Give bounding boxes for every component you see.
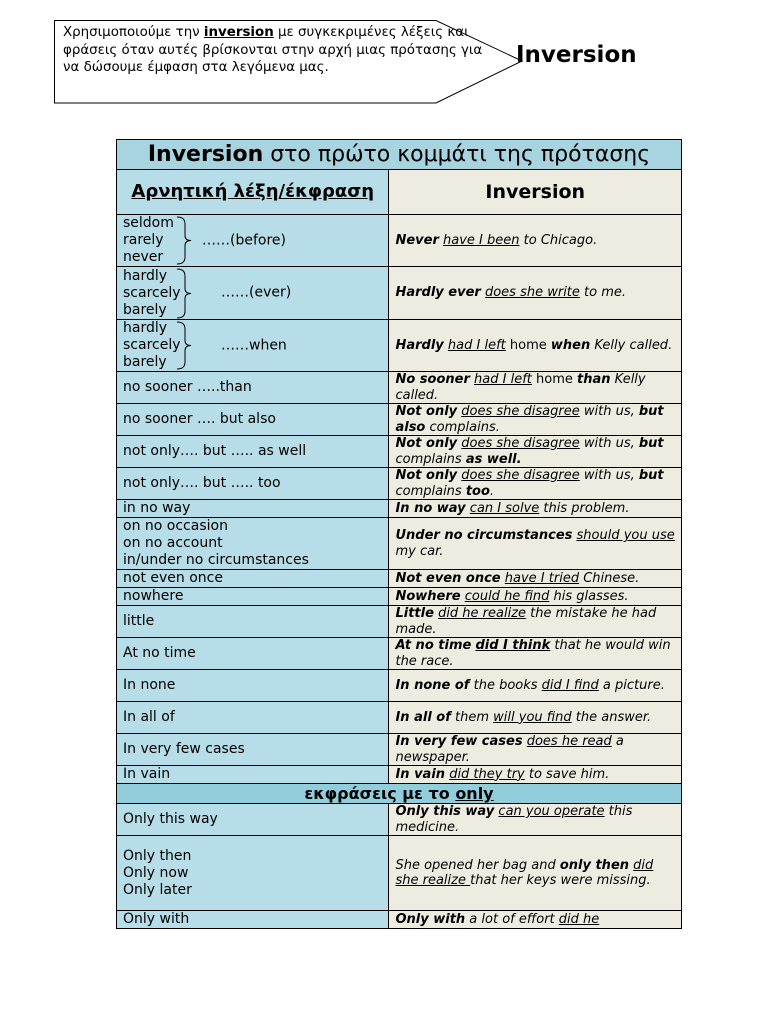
expression-line: not even once	[123, 570, 223, 586]
expression-group-cell	[117, 215, 389, 267]
header-inversion: Inversion	[389, 170, 682, 215]
example-bold: In all of	[395, 709, 451, 725]
example-cell	[389, 404, 682, 436]
example-bold: but	[638, 468, 664, 483]
example-bold: but also	[395, 404, 664, 435]
example-text: a newspaper.	[395, 734, 624, 765]
group-label: ……(before)	[202, 232, 286, 248]
expression-cell	[117, 468, 389, 500]
expression-cell	[117, 518, 389, 570]
table-row	[117, 500, 682, 518]
table-row	[117, 215, 682, 267]
expression-line: scarcely	[123, 284, 181, 301]
example-bold: In none of	[395, 677, 470, 693]
expression-line: At no time	[123, 645, 196, 661]
example-cell	[389, 518, 682, 570]
intro-text	[63, 24, 483, 77]
example-bold-underline: did I think	[475, 638, 551, 653]
example-cell	[389, 804, 682, 836]
table-row	[117, 606, 682, 638]
expression-cell	[117, 734, 389, 766]
curly-brace-icon	[175, 321, 195, 370]
table-row	[117, 570, 682, 588]
example-text: a picture.	[598, 677, 665, 693]
expression-cell	[117, 436, 389, 468]
example-underline: does she disagree	[461, 436, 580, 451]
example-text: that he would win the race.	[395, 638, 671, 669]
expression-line: rarely	[123, 232, 164, 248]
expression-cell	[117, 404, 389, 436]
expression-line: In very few cases	[123, 741, 245, 757]
example-bold: than	[577, 372, 611, 387]
table-header-row	[117, 170, 682, 215]
example-text: to save him.	[524, 766, 610, 782]
expression-line: hardly	[123, 267, 168, 284]
example-bold: Only with	[395, 911, 466, 927]
example-bold: Not only	[395, 436, 458, 451]
intro-text-before: Χρησιμοποιούμε την	[63, 25, 204, 40]
curly-brace-icon	[175, 216, 195, 265]
example-underline: have I been	[443, 232, 520, 248]
example-cell	[389, 500, 682, 518]
example-text: Kelly called.	[590, 337, 673, 353]
intro-keyword: inversion	[203, 25, 274, 40]
example-underline: will you find	[493, 709, 572, 725]
expression-line: Only then	[123, 847, 192, 864]
example-cell	[389, 320, 682, 372]
header-negative-expression: Αρνητική λέξη/έκφραση	[117, 170, 389, 215]
example-underline: did I find	[541, 677, 599, 693]
expression-line: seldom	[123, 215, 174, 231]
example-cell	[389, 372, 682, 404]
example-bold: Never	[395, 232, 439, 248]
example-text: this medicine.	[395, 804, 633, 835]
example-cell	[389, 638, 682, 670]
example-text: a lot of effort	[465, 911, 559, 927]
table-row	[117, 372, 682, 404]
table-row	[117, 404, 682, 436]
table-row	[117, 670, 682, 702]
table-title-row	[117, 140, 682, 170]
expression-cell	[117, 638, 389, 670]
example-text: that her keys were missing.	[470, 873, 651, 888]
example-underline: can you operate	[498, 804, 605, 819]
curly-brace-icon	[175, 268, 195, 319]
example-cell	[389, 468, 682, 500]
example-bold: Under no circumstances	[395, 528, 573, 543]
expression-cell	[117, 766, 389, 784]
example-text: to me.	[579, 285, 627, 301]
example-bold: At no time	[395, 638, 472, 653]
table-title	[117, 140, 682, 170]
example-underline: did he realize	[438, 606, 527, 621]
table-row	[117, 804, 682, 836]
expression-line: Only later	[123, 881, 192, 898]
table-row	[117, 638, 682, 670]
example-underline: does she write	[484, 285, 580, 301]
table-row	[117, 836, 682, 911]
table-row	[117, 320, 682, 372]
example-cell	[389, 606, 682, 638]
example-text: home	[505, 337, 551, 353]
example-cell	[389, 702, 682, 734]
example-text: with us,	[579, 436, 639, 451]
example-underline: had I left	[474, 372, 532, 387]
expression-line: no sooner …..than	[123, 379, 252, 395]
expression-cell	[117, 670, 389, 702]
inversion-table	[116, 139, 682, 929]
example-underline: had I left	[447, 337, 506, 353]
expression-line: little	[123, 613, 155, 629]
example-bold: No sooner	[395, 372, 470, 387]
example-underline: have I tried	[504, 570, 580, 586]
example-underline: did she realize	[395, 857, 654, 888]
example-text: Chinese.	[579, 570, 640, 586]
example-cell	[389, 734, 682, 766]
expression-line: not only…. but ….. as well	[123, 443, 307, 459]
expression-line: nowhere	[123, 588, 184, 604]
example-text: the books	[469, 677, 542, 693]
example-bold: Not only	[395, 404, 458, 419]
expression-line: barely	[123, 301, 167, 318]
example-text: the mistake he had made.	[395, 606, 657, 637]
expression-line: in/under no circumstances	[123, 552, 309, 568]
table-row	[117, 436, 682, 468]
example-text: She opened her bag and	[395, 857, 560, 873]
example-bold: when	[550, 337, 591, 353]
table-row	[117, 734, 682, 766]
table-title-rest: στο πρώτο κομμάτι της πρότασης	[263, 142, 651, 167]
intro-text-after: με συγκεκριμένες λέξεις και φράσεις όταν αυτές βρίσκονται στην αρχή μιας πρότασης για να δώσουμε έμφαση στα λεγόμενα μας.	[63, 25, 483, 75]
expression-cell	[117, 500, 389, 518]
example-underline: should you use	[576, 528, 675, 543]
example-cell	[389, 766, 682, 784]
example-text: complains.	[425, 419, 500, 435]
example-bold: Only this way	[395, 804, 495, 819]
example-text: Kelly called.	[395, 372, 646, 403]
example-underline: does she disagree	[461, 468, 580, 483]
expression-line: on no account	[123, 535, 223, 551]
table-row	[117, 702, 682, 734]
example-text: my car.	[395, 543, 444, 559]
group-label: ……(ever)	[221, 284, 292, 301]
example-text: to Chicago.	[519, 232, 598, 248]
example-text: the answer.	[571, 709, 652, 725]
expression-line: scarcely	[123, 337, 181, 353]
example-underline: did he	[558, 911, 600, 927]
example-text: this problem.	[539, 500, 630, 516]
side-title: Inversion	[516, 42, 637, 68]
example-underline: does he read	[526, 734, 612, 749]
table-row	[117, 267, 682, 320]
example-underline: did they try	[449, 766, 525, 782]
expression-line: Only now	[123, 864, 189, 881]
expression-cell	[117, 804, 389, 836]
expression-group-cell	[117, 267, 389, 320]
curly-brace-path	[177, 269, 191, 318]
example-text: complains	[395, 483, 466, 499]
example-bold: Not only	[395, 468, 458, 483]
example-bold: too	[465, 483, 490, 499]
expression-line: on no occasion	[123, 518, 228, 534]
expression-line: In none	[123, 677, 176, 693]
expression-line: barely	[123, 354, 167, 370]
example-cell	[389, 215, 682, 267]
example-text: with us,	[579, 404, 639, 419]
expression-line: in no way	[123, 500, 191, 516]
example-bold: as well.	[465, 451, 522, 467]
example-underline: could he find	[464, 588, 550, 604]
example-text: with us,	[579, 468, 639, 483]
example-cell	[389, 836, 682, 911]
example-bold: Hardly ever	[395, 285, 481, 301]
example-text: home	[531, 372, 577, 387]
example-bold: Not even once	[395, 570, 501, 586]
table-row	[117, 468, 682, 500]
expression-cell	[117, 372, 389, 404]
intro-callout	[54, 20, 524, 104]
example-text: .	[489, 483, 495, 499]
example-underline: can I solve	[469, 500, 540, 516]
example-cell	[389, 588, 682, 606]
expression-line: Only with	[123, 911, 190, 927]
example-cell	[389, 911, 682, 929]
example-text: them	[450, 709, 494, 725]
example-bold: Little	[395, 606, 434, 621]
table-title-bold: Inversion	[147, 142, 264, 167]
example-cell	[389, 436, 682, 468]
example-bold: Hardly	[395, 337, 444, 353]
expression-line: Only this way	[123, 811, 218, 827]
curly-brace-path	[177, 217, 191, 264]
table-row	[117, 518, 682, 570]
example-text: his glasses.	[549, 588, 629, 604]
section-prefix: εκφράσεις με το	[304, 784, 456, 803]
example-cell	[389, 670, 682, 702]
example-text: complains	[395, 451, 466, 467]
expression-line: In all of	[123, 709, 175, 725]
expression-cell	[117, 836, 389, 911]
table-row	[117, 588, 682, 606]
expression-cell	[117, 570, 389, 588]
example-bold: Nowhere	[395, 588, 461, 604]
expression-cell	[117, 588, 389, 606]
expression-line: never	[123, 249, 164, 265]
expression-group-cell	[117, 320, 389, 372]
example-bold: In vain	[395, 766, 446, 782]
example-bold: In no way	[395, 500, 466, 516]
expression-line: not only…. but ….. too	[123, 475, 281, 491]
expression-cell	[117, 911, 389, 929]
table-row	[117, 911, 682, 929]
expression-line: In vain	[123, 766, 171, 782]
example-cell	[389, 570, 682, 588]
expression-cell	[117, 606, 389, 638]
example-bold: only then	[559, 857, 630, 873]
table-row	[117, 766, 682, 784]
expression-line: no sooner …. but also	[123, 411, 276, 427]
section-row	[117, 784, 682, 804]
example-bold: In very few cases	[395, 734, 523, 749]
expression-line: hardly	[123, 320, 168, 336]
example-bold: but	[638, 436, 664, 451]
example-underline: does she disagree	[461, 404, 580, 419]
section-header-only	[117, 784, 682, 804]
example-cell	[389, 267, 682, 320]
group-label: ……when	[221, 337, 287, 353]
curly-brace-path	[177, 322, 191, 369]
expression-cell	[117, 702, 389, 734]
section-keyword: only	[455, 784, 494, 803]
